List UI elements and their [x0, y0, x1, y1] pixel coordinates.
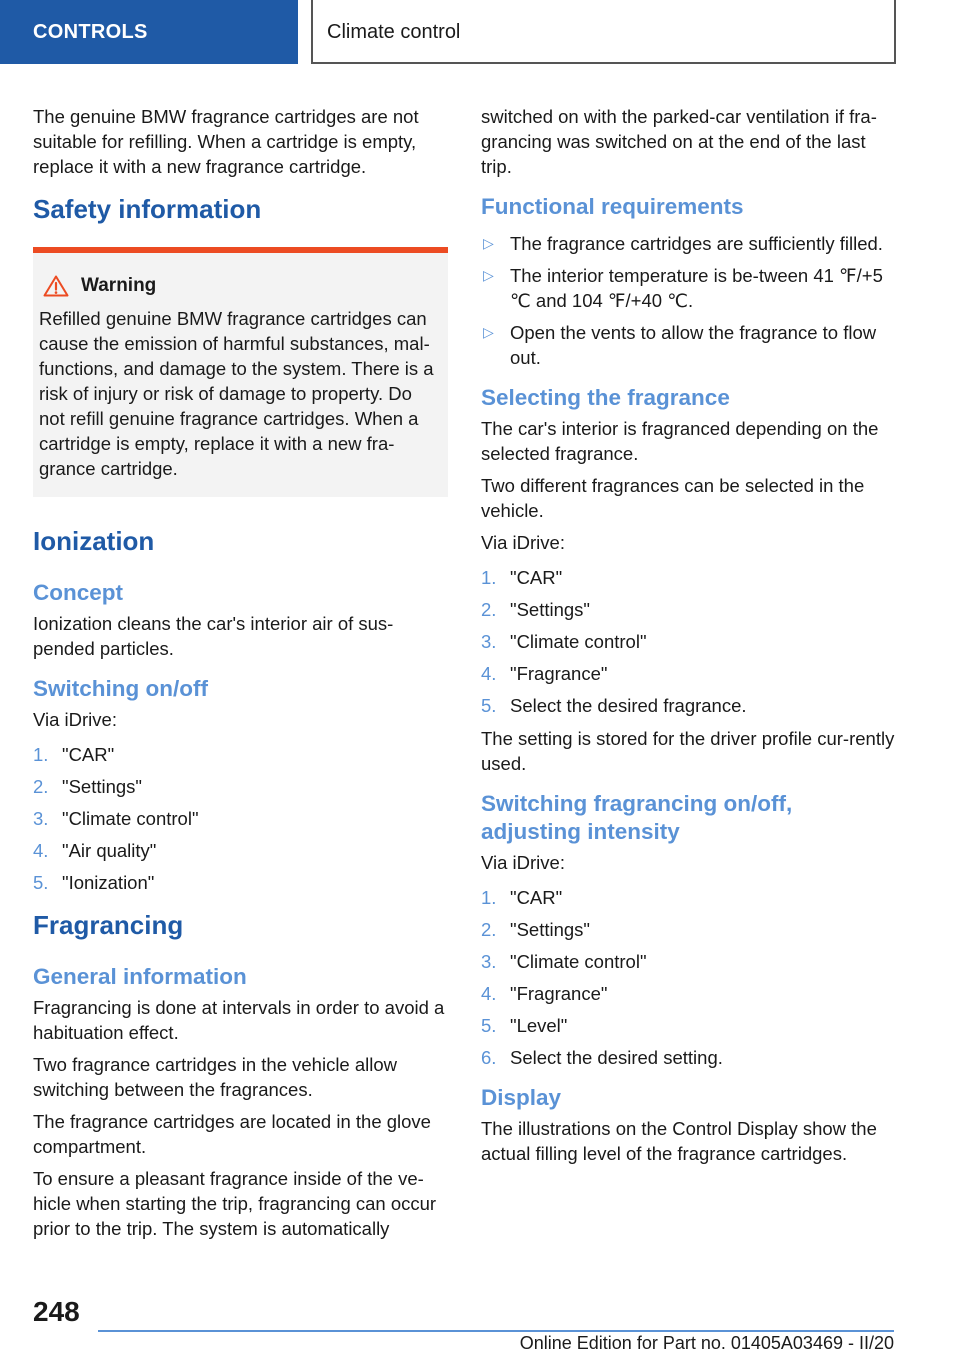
switching-via: Via iDrive:	[33, 709, 117, 730]
list-item	[481, 981, 896, 1006]
general-paragraph-1: Fragrancing is done at intervals in order to avoid a habituation effect.	[33, 997, 445, 1043]
step-text: "Settings"	[62, 776, 142, 797]
intensity-heading: Switching fragrancing on/off, adjusting intensity	[481, 791, 793, 844]
step-text: "Fragrance"	[510, 983, 608, 1004]
list-item	[481, 565, 896, 590]
requirement-text: The fragrance cartridges are sufficiently filled.	[510, 233, 883, 254]
list-item	[33, 806, 448, 831]
safety-heading: Safety information	[33, 194, 262, 224]
footer-rule	[98, 1330, 894, 1332]
ionization-heading: Ionization	[33, 526, 155, 556]
warning-title-row	[39, 275, 438, 297]
select-after-paragraph: The setting is stored for the driver profile cur-rently used.	[481, 728, 895, 774]
step-number: 4.	[33, 840, 49, 861]
general-info-heading: General information	[33, 964, 247, 989]
step-number: 5.	[33, 872, 49, 893]
triangle-bullet-icon: ▷	[483, 235, 494, 251]
intensity-steps	[481, 885, 896, 1070]
select-steps	[481, 565, 896, 718]
step-number: 4.	[481, 983, 497, 1004]
right-column	[481, 104, 896, 1173]
general-paragraph-4: To ensure a pleasant fragrance inside of the ve-hicle when starting the trip, fragrancing can occur prior to the trip. The system is automatically	[33, 1168, 437, 1239]
switching-steps	[33, 742, 448, 895]
general-paragraph-3: The fragrance cartridges are located in the glove compartment.	[33, 1111, 431, 1157]
select-via: Via iDrive:	[481, 532, 565, 553]
step-number: 1.	[33, 744, 49, 765]
list-item	[481, 231, 896, 256]
step-text: "Climate control"	[510, 951, 647, 972]
concept-heading: Concept	[33, 580, 123, 605]
step-text: "CAR"	[510, 887, 563, 908]
step-number: 3.	[481, 631, 497, 652]
triangle-bullet-icon: ▷	[483, 267, 494, 283]
requirements-heading: Functional requirements	[481, 194, 744, 219]
list-item	[33, 774, 448, 799]
step-text: Select the desired fragrance.	[510, 695, 747, 716]
list-item	[481, 661, 896, 686]
list-item	[33, 838, 448, 863]
list-item	[481, 949, 896, 974]
step-number: 1.	[481, 567, 497, 588]
warning-title: Warning	[81, 275, 157, 296]
list-item	[481, 693, 896, 718]
step-number: 2.	[481, 599, 497, 620]
select-fragrance-heading: Selecting the fragrance	[481, 385, 730, 410]
requirement-text: The interior temperature is be-tween 41 ℉/+5 ℃ and 104 ℉/+40 ℃.	[510, 265, 883, 311]
list-item	[481, 1013, 896, 1038]
list-item	[481, 917, 896, 942]
switching-heading: Switching on/off	[33, 676, 208, 701]
step-number: 5.	[481, 695, 497, 716]
step-number: 6.	[481, 1047, 497, 1068]
list-item	[481, 1045, 896, 1070]
list-item	[33, 870, 448, 895]
step-text: "CAR"	[62, 744, 115, 765]
step-text: "Fragrance"	[510, 663, 608, 684]
chapter-title: Climate control	[311, 0, 896, 64]
step-number: 4.	[481, 663, 497, 684]
list-item	[481, 320, 896, 370]
intro-paragraph: The genuine BMW fragrance cartridges are not suitable for refilling. When a cartridge is empty, replace it with a new fragrance cartridge.	[33, 106, 419, 177]
step-text: Select the desired setting.	[510, 1047, 723, 1068]
left-column	[33, 104, 448, 1248]
step-number: 1.	[481, 887, 497, 908]
step-text: "Level"	[510, 1015, 568, 1036]
step-text: "Climate control"	[62, 808, 199, 829]
step-number: 2.	[481, 919, 497, 940]
select-paragraph-2: Two different fragrances can be selected in the vehicle.	[481, 475, 865, 521]
step-number: 3.	[481, 951, 497, 972]
list-item	[481, 597, 896, 622]
list-item	[33, 742, 448, 767]
step-number: 3.	[33, 808, 49, 829]
select-paragraph-1: The car's interior is fragranced depending on the selected fragrance.	[481, 418, 879, 464]
requirement-text: Open the vents to allow the fragrance to flow out.	[510, 322, 877, 368]
continued-paragraph: switched on with the parked-car ventilation if fra-grancing was switched on at the end of the last trip.	[481, 106, 877, 177]
fragrancing-heading: Fragrancing	[33, 910, 184, 940]
warning-box	[33, 247, 448, 497]
edition-text: Online Edition for Part no. 01405A03469 - II/20	[519, 1333, 894, 1353]
general-paragraph-2: Two fragrance cartridges in the vehicle allow switching between the fragrances.	[33, 1054, 398, 1100]
step-text: "Ionization"	[62, 872, 155, 893]
step-text: "Air quality"	[62, 840, 157, 861]
step-text: "Climate control"	[510, 631, 647, 652]
requirements-list	[481, 231, 896, 370]
warning-triangle-icon	[43, 275, 69, 297]
list-item	[481, 885, 896, 910]
page-header	[0, 0, 960, 66]
step-text: "Settings"	[510, 599, 590, 620]
step-text: "Settings"	[510, 919, 590, 940]
page-number: 248	[33, 1296, 80, 1327]
triangle-bullet-icon: ▷	[483, 324, 494, 340]
intensity-via: Via iDrive:	[481, 852, 565, 873]
list-item	[481, 263, 896, 313]
warning-text: Refilled genuine BMW fragrance cartridges can cause the emission of harmful substances, mal-functions, and damage to the system. There is a risk of injury or risk of damage to property. Do not refill genuine fragrance cartridges. When a cartridge is empty, replace it with a new fra-grance cartridge.	[39, 308, 434, 479]
list-item	[481, 629, 896, 654]
display-text: The illustrations on the Control Display show the actual filling level of the fragrance cartridges.	[481, 1118, 877, 1164]
step-number: 2.	[33, 776, 49, 797]
section-tab: CONTROLS	[0, 0, 298, 64]
concept-text: Ionization cleans the car's interior air of sus-pended particles.	[33, 613, 394, 659]
step-text: "CAR"	[510, 567, 563, 588]
step-number: 5.	[481, 1015, 497, 1036]
display-heading: Display	[481, 1085, 562, 1110]
